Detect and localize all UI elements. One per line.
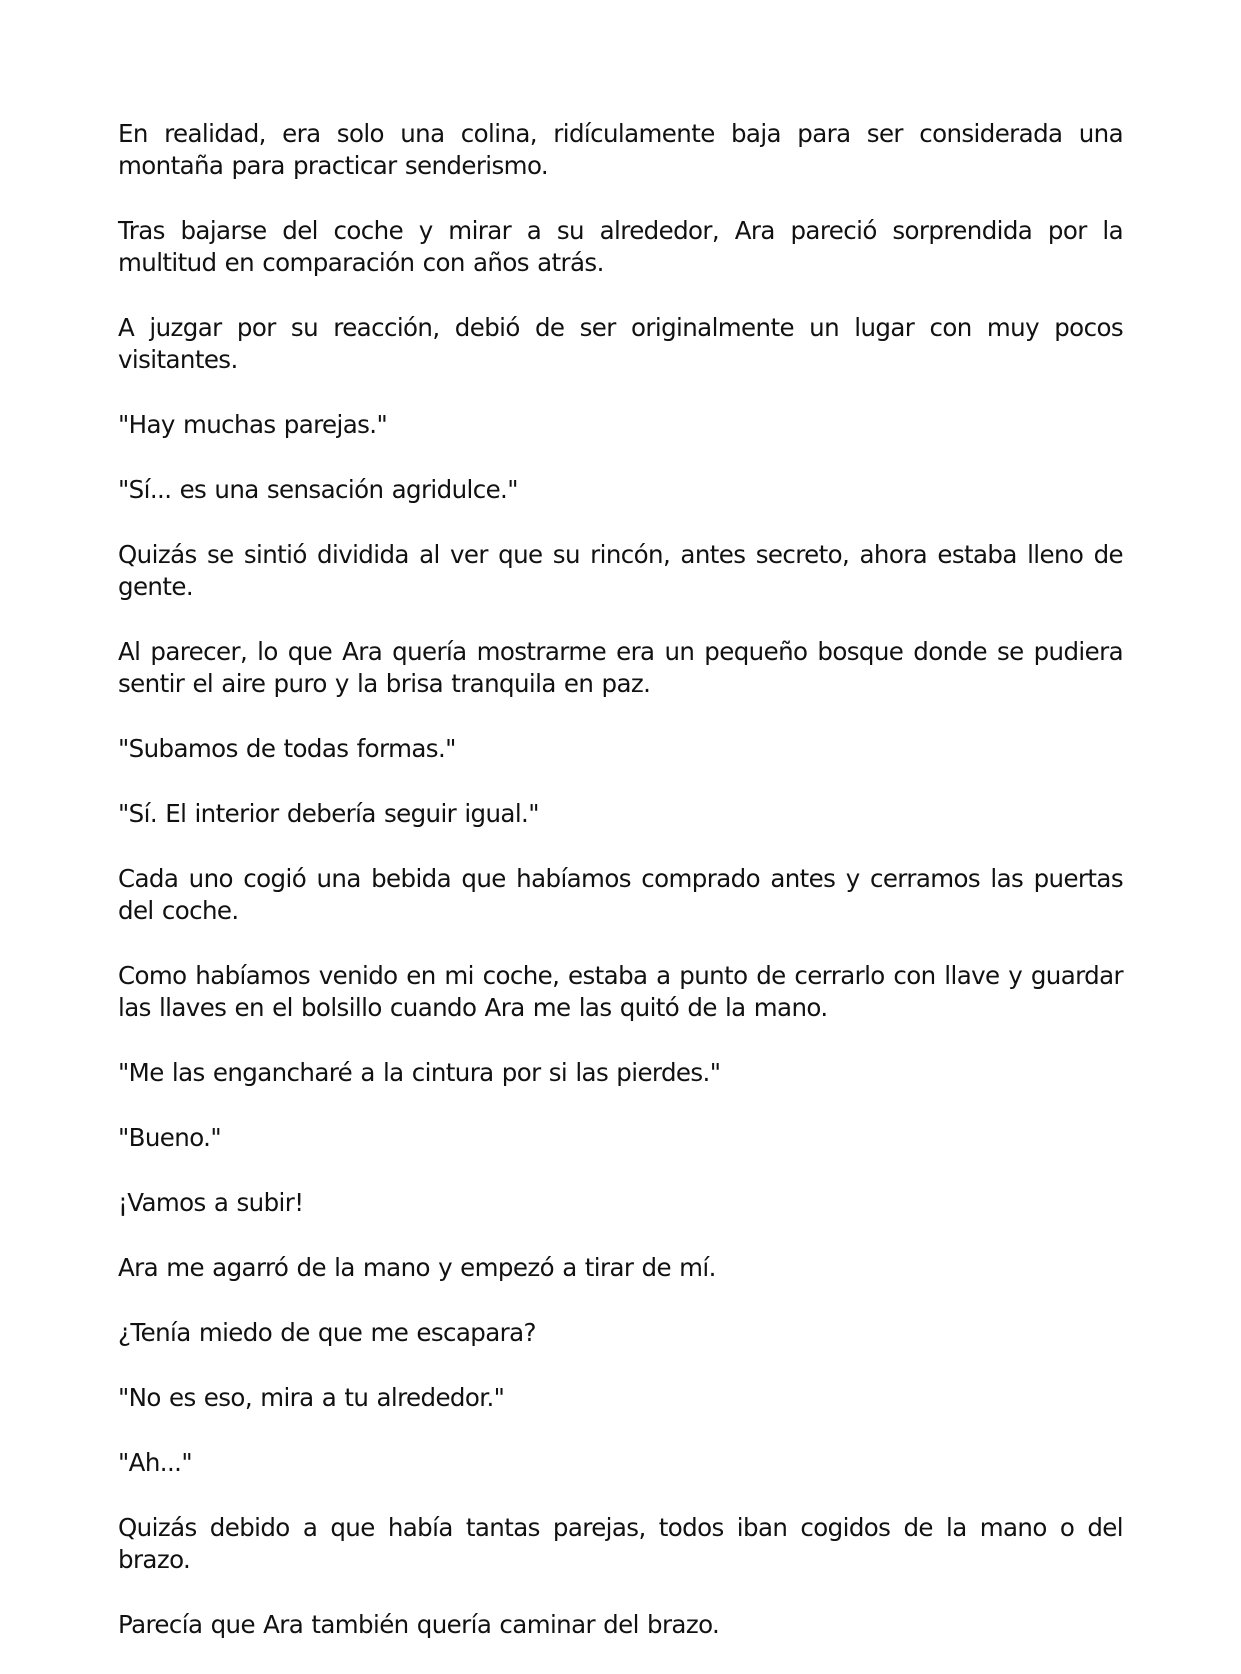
paragraph: A juzgar por su reacción, debió de ser originalmente un lugar con muy pocos visitantes. [118, 313, 1123, 374]
paragraph: Quizás debido a que había tantas parejas, todos iban cogidos de la mano o del brazo. [118, 1513, 1123, 1574]
document-page [118, 118, 1123, 1674]
paragraph: Parecía que Ara también quería caminar del brazo. [118, 1610, 720, 1639]
paragraph: "Ah..." [118, 1448, 192, 1477]
paragraph: ¿Tenía miedo de que me escapara? [118, 1318, 536, 1347]
paragraph: "Sí... es una sensación agridulce." [118, 475, 518, 504]
paragraph: "No es eso, mira a tu alrededor." [118, 1383, 505, 1412]
paragraph: En realidad, era solo una colina, ridículamente baja para ser considerada una montaña para practicar senderismo. [118, 119, 1123, 180]
paragraph: ¡Vamos a subir! [118, 1188, 304, 1217]
paragraph: "Subamos de todas formas." [118, 734, 456, 763]
paragraph: Cada uno cogió una bebida que habíamos comprado antes y cerramos las puertas del coche. [118, 864, 1123, 925]
paragraph: Al parecer, lo que Ara quería mostrarme era un pequeño bosque donde se pudiera sentir el aire puro y la brisa tranquila en paz. [118, 637, 1123, 698]
paragraph: Como habíamos venido en mi coche, estaba a punto de cerrarlo con llave y guardar las llaves en el bolsillo cuando Ara me las quitó de la mano. [118, 961, 1123, 1022]
paragraph: "Sí. El interior debería seguir igual." [118, 799, 539, 828]
paragraph: "Hay muchas parejas." [118, 410, 388, 439]
paragraph: Quizás se sintió dividida al ver que su rincón, antes secreto, ahora estaba lleno de gente. [118, 540, 1123, 601]
paragraph: Ara me agarró de la mano y empezó a tirar de mí. [118, 1253, 716, 1282]
paragraph: "Bueno." [118, 1123, 222, 1152]
paragraph: "Me las engancharé a la cintura por si las pierdes." [118, 1058, 721, 1087]
paragraph: Tras bajarse del coche y mirar a su alrededor, Ara pareció sorprendida por la multitud en comparación con años atrás. [118, 216, 1123, 277]
